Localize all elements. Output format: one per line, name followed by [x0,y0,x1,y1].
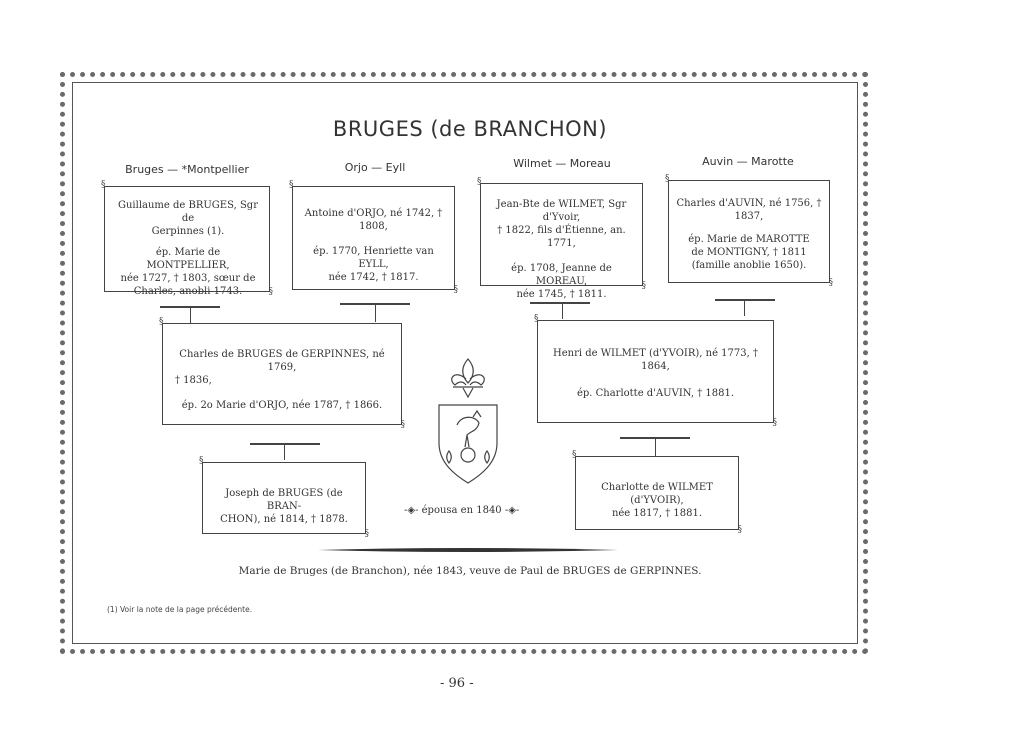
person-text: ép. Marie de MONTPELLIER, [146,247,230,271]
person-text: ép. 1708, Jeanne de MOREAU, [511,263,612,287]
person-box-joseph-bruges [202,462,366,534]
connector-line [655,438,656,456]
connector-line [284,444,285,460]
person-text: § Charles de BRUGES de GERPINNES, né 1769, [179,349,385,373]
descendant-line: Marie de Bruges (de Branchon), née 1843, veuve de Paul de BRUGES de GERPINNES. [238,565,702,577]
connector-line [375,304,376,322]
person-text: née 1742, † 1817. [328,272,419,283]
page-number: - 96 - [440,676,474,691]
person-text: née 1745, † 1811. [516,289,607,300]
person-text: Gerpinnes (1). [151,226,225,237]
person-box-jean-wilmet [480,183,643,300]
person-text: † 1836, [175,375,212,386]
person-box-charles-auvin [668,180,830,283]
family-label-bruges: Bruges — *Montpellier [125,163,249,176]
family-label-wilmet: Wilmet — Moreau [513,157,611,170]
family-label-auvin: Auvin — Marotte [702,155,794,168]
person-box-charles-bruges [162,323,402,425]
connector-line [190,307,191,323]
person-text: † 1822, fils d'Étienne, an. 1771, [497,225,626,249]
person-text: ép. Charlotte d'AUVIN, † 1881. [576,388,735,399]
person-box-antoine-orjo [292,186,455,290]
person-text: ép. 2o Marie d'ORJO, née 1787, † 1866. [181,400,383,411]
person-text: née 1817, † 1881. [611,508,703,519]
family-label-orjo: Orjo — Eyll [344,161,406,174]
person-text: Charles, anobli 1743. [133,286,243,297]
person-text: ép. Marie de MAROTTE [688,234,810,245]
person-box-henri-wilmet [537,320,774,423]
person-text: § Antoine d'ORJO, né 1742, † 1808, [304,208,443,232]
person-text: de MONTIGNY, † 1811 [691,247,807,258]
person-text: § Charles d'AUVIN, né 1756, † 1837, [676,198,822,222]
connector-line [530,302,590,304]
person-text: § Jean-Bte de WILMET, Sgr d'Yvoir, [496,199,627,223]
connector-line [744,300,745,316]
connector-line [562,303,563,319]
footnote: (1) Voir la note de la page précédente. [107,605,253,614]
person-text: § Guillaume de BRUGES, Sgr de [118,200,258,224]
person-box-charlotte-wilmet [575,456,739,530]
person-text: (famille anoblie 1650). [691,260,807,271]
coat-of-arms-icon [433,355,503,487]
person-text: ép. 1770, Henriette van EYLL, [313,246,434,270]
person-text: § Henri de WILMET (d'YVOIR), né 1773, † 1864, [553,348,758,372]
person-text: § Charlotte de WILMET (d'YVOIR), [601,482,713,506]
person-text: CHON), né 1814, † 1878. [220,514,348,525]
divider-ornament [318,546,618,554]
connector-line [250,443,320,445]
connector-line [715,299,775,301]
page-title: BRUGES (de BRANCHON) [332,117,608,141]
person-text: § Joseph de BRUGES (de BRAN- [225,488,343,512]
person-text: née 1727, † 1803, sœur de [120,273,256,284]
person-box-guillaume-bruges [104,186,270,297]
marriage-note: -◈- épousa en 1840 -◈- [404,505,520,516]
